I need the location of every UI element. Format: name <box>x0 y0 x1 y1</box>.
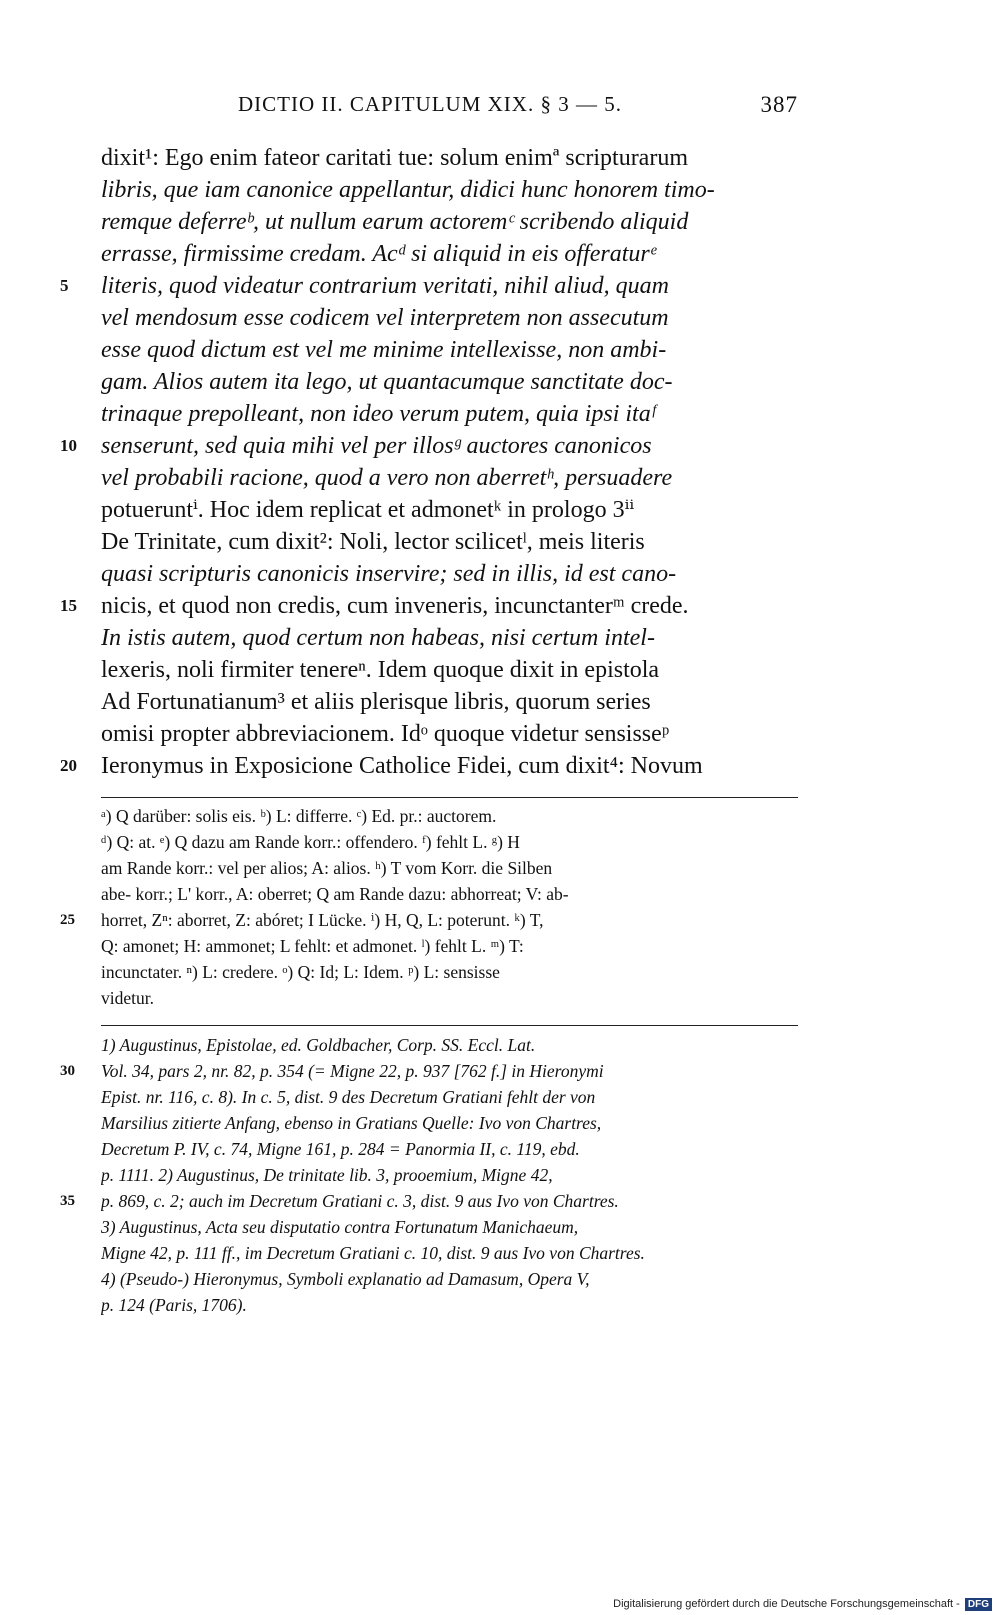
note-line: p. 1111. 2) Augustinus, De trinitate lib. 3, prooemium, Migne 42, <box>101 1165 553 1185</box>
text-line: libris, que iam canonice appellantur, didici hunc honorem timo- <box>101 177 715 203</box>
text-line: lexeris, noli firmiter tenereⁿ. Idem quoque dixit in epistola <box>101 657 660 683</box>
line-number: 5 <box>60 276 69 295</box>
text-line: In istis autem, quod certum non habeas, nisi certum intel- <box>101 625 655 651</box>
apparatus-line: ᵈ) Q: at. ᵉ) Q dazu am Rande korr.: offendero. ᶠ) fehlt L. ᵍ) H <box>101 832 520 852</box>
text-line: senserunt, sed quia mihi vel per illosᵍ auctores canonicos <box>101 433 652 459</box>
apparatus-line: incunctater. ⁿ) L: credere. ᵒ) Q: Id; L: Idem. ᵖ) L: sensisse <box>101 962 500 982</box>
apparatus-line: horret, Zⁿ: aborret, Z: abóret; I Lücke. ⁱ) H, Q, L: poterunt. ᵏ) T, <box>101 910 544 930</box>
text-line: gam. Alios autem ita lego, ut quantacumque sanctitate doc- <box>101 369 673 395</box>
notes-divider <box>101 1025 798 1026</box>
text-line: potueruntⁱ. Hoc idem replicat et admonetᵏ in prologo 3ⁱⁱ <box>101 497 635 523</box>
text-line: De Trinitate, cum dixit²: Noli, lector scilicetˡ, meis literis <box>101 529 645 555</box>
running-title: DICTIO II. CAPITULUM XIX. § 3 — 5. <box>238 92 622 116</box>
credit-text: Digitalisierung gefördert durch die Deutsche Forschungsgemeinschaft - <box>613 1598 960 1610</box>
text-line: errasse, firmissime credam. Acᵈ si aliquid in eis offeraturᵉ <box>101 241 657 267</box>
text-line: quasi scripturis canonicis inservire; sed in illis, id est cano- <box>101 561 677 587</box>
line-number: 20 <box>60 756 77 775</box>
note-line: 3) Augustinus, Acta seu disputatio contra Fortunatum Manichaeum, <box>101 1217 579 1237</box>
note-line: Epist. nr. 116, c. 8). In c. 5, dist. 9 des Decretum Gratiani fehlt der von <box>101 1087 596 1107</box>
apparatus-line: Q: amonet; H: ammonet; L fehlt: et admonet. ˡ) fehlt L. ᵐ) T: <box>101 936 524 956</box>
dfg-logo: DFG <box>965 1598 992 1611</box>
digitization-credit <box>613 1598 992 1611</box>
page-number: 387 <box>760 92 798 117</box>
note-line: Decretum P. IV, c. 74, Migne 161, p. 284 = Panormia II, c. 119, ebd. <box>101 1139 580 1159</box>
text-line: dixit¹: Ego enim fateor caritati tue: solum enimª scripturarum <box>101 145 688 171</box>
line-number: 30 <box>60 1063 75 1079</box>
text-line: Ad Fortunatianum³ et aliis plerisque libris, quorum series <box>101 689 651 715</box>
text-line: trinaque prepolleant, non ideo verum putem, quia ipsi itaᶠ <box>101 401 655 427</box>
line-number: 25 <box>60 912 75 928</box>
text-line: vel probabili racione, quod a vero non aberretʰ, persuadere <box>101 465 673 491</box>
note-line: p. 869, c. 2; auch im Decretum Gratiani c. 3, dist. 9 aus Ivo von Chartres. <box>101 1191 619 1211</box>
text-line: Ieronymus in Exposicione Catholice Fidei, cum dixit⁴: Novum <box>101 753 703 779</box>
apparatus-line: am Rande korr.: vel per alios; A: alios. ʰ) T vom Korr. die Silben <box>101 858 553 878</box>
note-line: 1) Augustinus, Epistolae, ed. Goldbacher, Corp. SS. Eccl. Lat. <box>101 1035 536 1055</box>
note-line: Marsilius zitierte Anfang, ebenso in Gratians Quelle: Ivo von Chartres, <box>101 1113 602 1133</box>
line-number: 35 <box>60 1193 75 1209</box>
line-number: 15 <box>60 596 77 615</box>
text-line: remque deferreᵇ, ut nullum earum actoremᶜ scribendo aliquid <box>101 209 689 235</box>
note-line: Migne 42, p. 111 ff., im Decretum Gratiani c. 10, dist. 9 aus Ivo von Chartres. <box>101 1243 645 1263</box>
note-line: Vol. 34, pars 2, nr. 82, p. 354 (= Migne 22, p. 937 [762 f.] in Hieronymi <box>101 1061 604 1081</box>
text-line: esse quod dictum est vel me minime intellexisse, non ambi- <box>101 337 667 363</box>
text-line: literis, quod videatur contrarium veritati, nihil aliud, quam <box>101 273 669 299</box>
text-line: nicis, et quod non credis, cum inveneris, incunctanterᵐ crede. <box>101 593 689 619</box>
line-number: 10 <box>60 436 77 455</box>
text-line: omisi propter abbreviacionem. Idᵒ quoque videtur sensisseᵖ <box>101 721 670 747</box>
apparatus-divider <box>101 797 798 798</box>
apparatus-line: abe- korr.; L' korr., A: oberret; Q am Rande dazu: abhorreat; V: ab- <box>101 884 569 904</box>
apparatus-line: videtur. <box>101 988 154 1008</box>
apparatus-line: ᵃ) Q darüber: solis eis. ᵇ) L: differre. ᶜ) Ed. pr.: auctorem. <box>101 806 497 826</box>
text-line: vel mendosum esse codicem vel interpretem non assecutum <box>101 305 669 331</box>
note-line: p. 124 (Paris, 1706). <box>101 1295 247 1315</box>
note-line: 4) (Pseudo-) Hieronymus, Symboli explanatio ad Damasum, Opera V, <box>101 1269 590 1289</box>
